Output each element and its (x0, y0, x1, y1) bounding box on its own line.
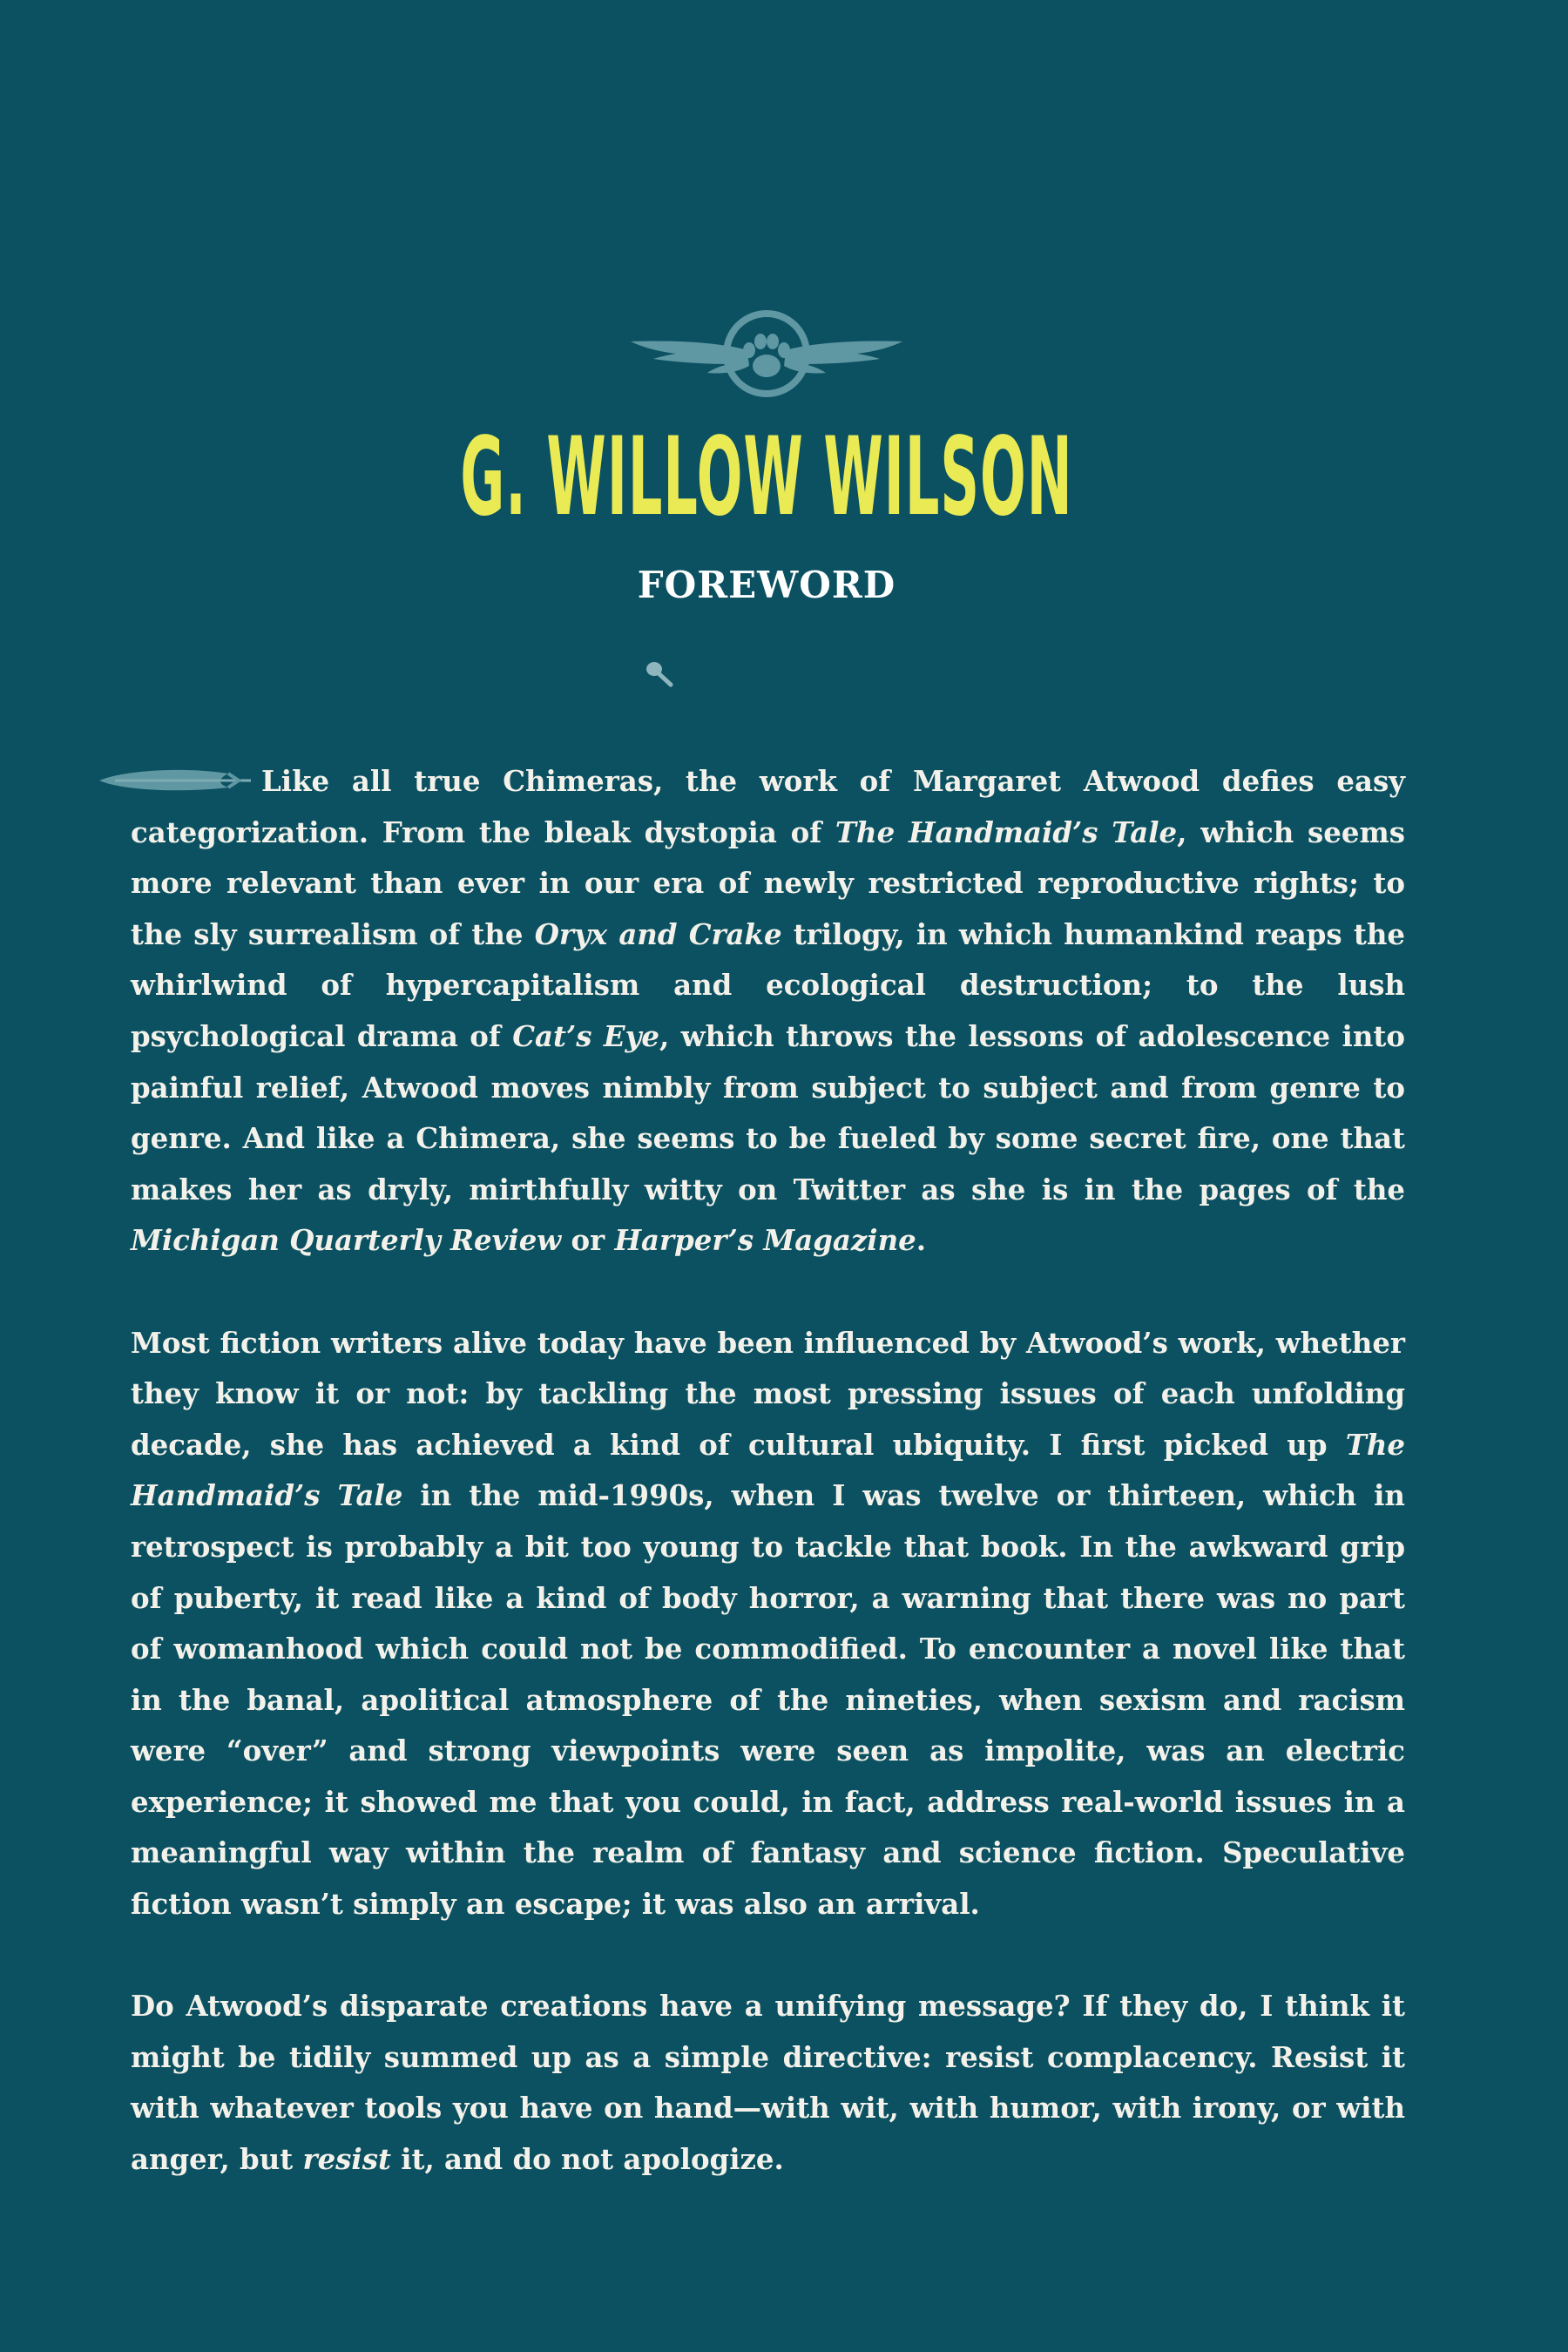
paragraph-2: Most fiction writers alive today have been influenced by Atwood’s work, whether they know it or not: by tackling the most pressing issues of each unfolding decade, she has achieved a kind of cultural ubiquity. I first picked up The Handmaid’s Tale in the mid-1990s, when I was twelve or thirteen, which in retrospect is probably a bit too young to tackle that book. In the awkward grip of puberty, it read like a kind of body horror, a warning that there was no part of womanhood which could not be commodified. To encounter a novel like that in the banal, apolitical atmosphere of the nineties, when sexism and racism were “over” and strong viewpoints were seen as impolite, was an electric experience; it showed me that you could, in fact, address real-world issues in a meaningful way within the realm of fantasy and science fiction. Speculative fiction wasn’t simply an escape; it was also an arrival. (131, 1326, 1405, 1922)
paragraph-1: Like all true Chimeras, the work of Margaret Atwood defies easy categorization. From the bleak dystopia of The Handmaid’s Tale, which seems more relevant than ever in our era of newly restricted reproductive rights; to the sly surrealism of the Oryx and Crake trilogy, in which humankind reaps the whirlwind of hypercapitalism and ecological destruction; to the lush psychological drama of Cat’s Eye, which throws the lessons of adolescence into painful relief, Atwood moves nimbly from subject to subject and from genre to genre. And like a Chimera, she seems to be fueled by some secret fire, one that makes her as dryly, mirthfully witty on Twitter as she is in the pages of the Michigan Quarterly Review or Harper’s Magazine. (131, 765, 1405, 1258)
emphasis: resist (302, 2143, 391, 2177)
publication-title: Michigan Quarterly Review (131, 1224, 562, 1258)
author-name: G. WILLOW WILSON (460, 415, 1073, 540)
book-title: Oryx and Crake (534, 917, 782, 951)
small-ornament-icon (643, 659, 674, 688)
book-title: Cat’s Eye (512, 1019, 659, 1053)
paragraph-3: Do Atwood’s disparate creations have a unifying message? If they do, I think it might be tidily summed up as a simple directive: resist complacency. Resist it with whatever tools you have on hand—with wit, with humor, with irony, or with anger, but resist it, and do not apologize. (131, 1990, 1405, 2177)
winged-paw-emblem-icon (627, 307, 906, 402)
foreword-body (131, 756, 1405, 2186)
publication-title: Harper’s Magazine (614, 1224, 916, 1258)
book-title: The Handmaid’s Tale (131, 1428, 1405, 1513)
book-title: The Handmaid’s Tale (835, 815, 1178, 849)
section-title: FOREWORD (637, 564, 896, 606)
